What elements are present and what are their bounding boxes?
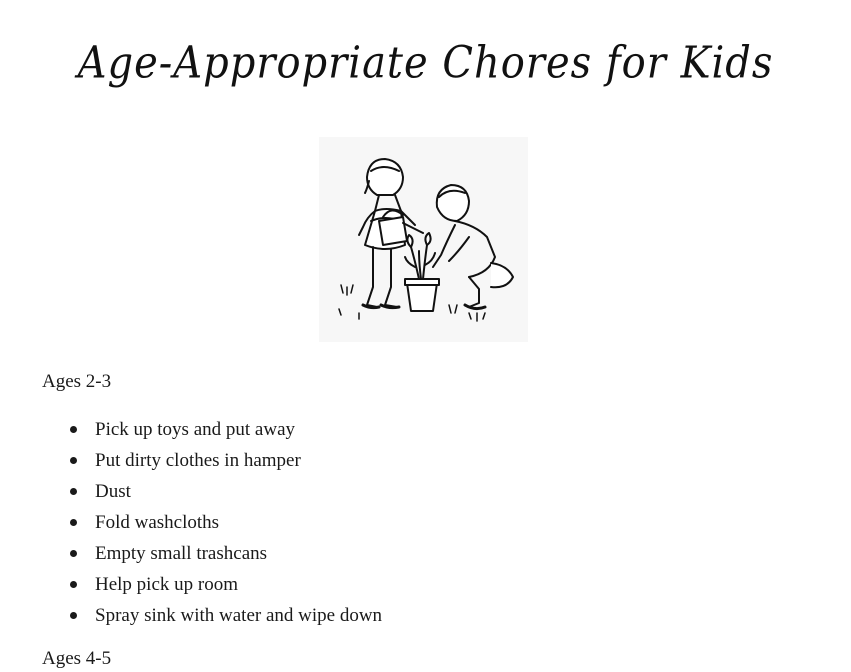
bullet-icon (70, 519, 77, 526)
chore-list-ages-2-3 (0, 414, 382, 631)
list-item (0, 414, 382, 445)
section-heading-ages-4-5: Ages 4-5 (42, 648, 112, 669)
section-heading-ages-2-3: Ages 2-3 (42, 371, 112, 392)
flower-pot (405, 233, 439, 311)
page-title: Age-Appropriate Chores for Kids (77, 37, 774, 89)
chore-text: Dust (95, 481, 131, 502)
chore-text: Spray sink with water and wipe down (95, 605, 383, 626)
list-item (0, 538, 382, 569)
chore-text: Help pick up room (95, 574, 239, 595)
bullet-icon (70, 550, 77, 557)
list-item (0, 445, 382, 476)
bullet-icon (70, 457, 77, 464)
kids-gardening-illustration (319, 137, 528, 342)
bullet-icon (70, 488, 77, 495)
chore-text: Put dirty clothes in hamper (95, 450, 301, 471)
list-item (0, 507, 382, 538)
bullet-icon (70, 612, 77, 619)
bullet-icon (70, 581, 77, 588)
list-item (0, 476, 382, 507)
bullet-icon (70, 426, 77, 433)
chore-text: Pick up toys and put away (95, 419, 296, 440)
chore-text: Empty small trashcans (95, 543, 268, 564)
chore-text: Fold washcloths (95, 512, 220, 533)
boy-figure (433, 185, 513, 309)
list-item (0, 600, 382, 631)
list-item (0, 569, 382, 600)
